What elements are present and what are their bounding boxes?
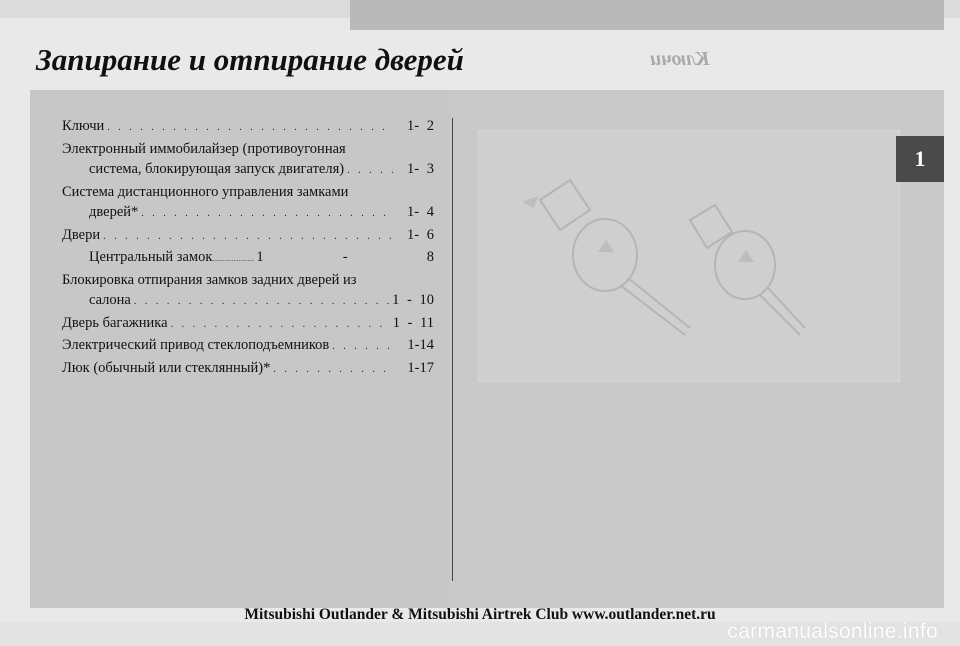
toc-page <box>256 247 434 268</box>
toc-entry-central-lock[interactable] <box>62 247 434 270</box>
toc-leader-dots <box>141 204 393 225</box>
toc-label: Электрический привод стеклоподъемников <box>62 337 330 353</box>
toc-label: Люк (обычный или стеклянный)* <box>62 359 271 376</box>
toc-page: 1- 2 <box>407 118 434 134</box>
bleed-through-heading: Ключи <box>650 48 710 70</box>
toc-entry-keys[interactable] <box>62 116 434 139</box>
toc-label: Электронный иммобилайзер (противоугонная <box>62 140 346 157</box>
toc-label: Ключи <box>62 118 105 134</box>
toc-page: 1-14 <box>407 337 434 353</box>
toc-leader-dots <box>103 227 393 248</box>
toc-page: 1-17 <box>407 359 434 376</box>
toc-entry-child-lock[interactable] <box>62 270 434 291</box>
toc-label: система, блокирующая запуск двигателя) <box>89 161 345 177</box>
toc-entry-tailgate[interactable] <box>62 313 434 336</box>
toc-label: Двери <box>62 226 101 243</box>
chapter-number: 1 <box>914 146 926 171</box>
toc-entry-power-windows[interactable] <box>62 335 434 358</box>
column-divider <box>452 118 453 581</box>
key-icon <box>510 160 810 350</box>
toc-label: Блокировка отпирания замков задних дверей из <box>62 271 357 288</box>
toc-page: 1 - 11 <box>392 314 434 331</box>
toc-page-number: 8 <box>426 249 434 265</box>
toc-leader-dots <box>107 118 393 139</box>
toc-leader-dots <box>134 292 389 313</box>
toc-entry-doors[interactable] <box>62 225 434 248</box>
toc-label: Дверь багажника <box>62 314 168 331</box>
footer-credit: Mitsubishi Outlander & Mitsubishi Airtrek Club www.outlander.net.ru <box>244 606 716 623</box>
toc-entry-remote[interactable] <box>62 182 434 203</box>
toc-leader-dots <box>171 315 390 336</box>
chapter-tab[interactable] <box>896 136 944 182</box>
table-of-contents <box>62 116 434 380</box>
toc-page: 1- 3 <box>407 161 434 177</box>
toc-page: 1 - 10 <box>392 292 434 308</box>
page-title: Запирание и отпирание дверей <box>36 42 464 77</box>
toc-leader-dots <box>332 337 393 358</box>
toc-entry-immobilizer[interactable] <box>62 139 434 160</box>
toc-page: 1- 4 <box>407 204 434 220</box>
toc-leader-dots <box>347 161 393 182</box>
watermark: carmanualsonline.info <box>727 620 938 643</box>
toc-label: Центральный замок <box>89 249 213 265</box>
toc-entry-child-lock-cont[interactable] <box>62 290 434 313</box>
toc-label: Система дистанционного управления замками <box>62 183 349 200</box>
toc-entry-sunroof[interactable] <box>62 358 434 381</box>
header-band <box>350 0 944 30</box>
toc-entry-remote-cont[interactable] <box>62 202 434 225</box>
toc-page-dash: - <box>342 249 348 265</box>
toc-leader-dots <box>273 360 393 381</box>
toc-label: дверей* <box>89 204 139 220</box>
toc-label: салона <box>89 292 131 308</box>
toc-page-chapter: 1 <box>256 249 264 265</box>
toc-entry-immobilizer-cont[interactable] <box>62 159 434 182</box>
toc-page: 1- 6 <box>407 226 434 243</box>
toc-leader-dots: ........................ <box>212 255 255 263</box>
